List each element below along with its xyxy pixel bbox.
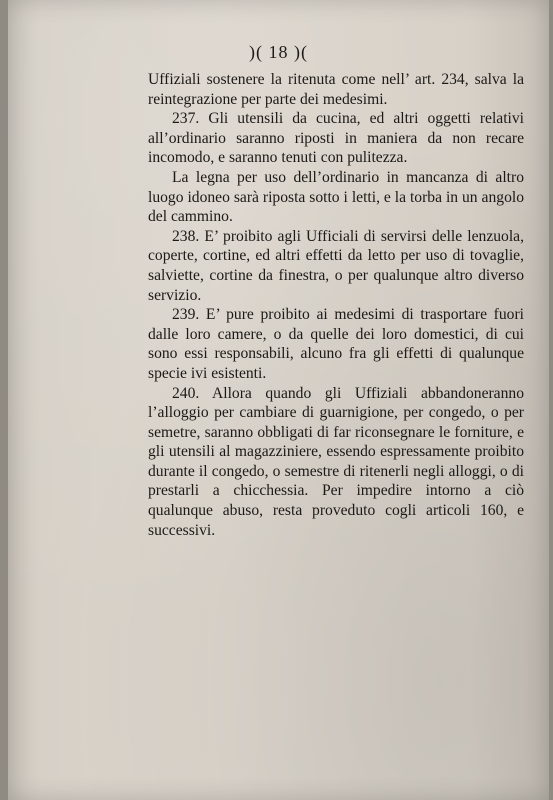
paragraph-art-240: 240. Allora quando gli Uffiziali abbandoneranno l’alloggio per cambiare di guarnigione, per congedo, o per semetre, saranno obbligati di far riconsegnare le forniture, e gli utensili al magazziniere, essendo espressamente proibito durante il congedo, o semestre di ritenerli negli alloggi, o di prestarli a chicchessia. Per impedire intorno a ciò qualunque abuso, resta proveduto cogli articoli 160, e successivi. [148,384,524,539]
book-page [8,0,549,800]
paragraph-art-238: 238. E’ proibito agli Ufficiali di servirsi delle lenzuola, coperte, cortine, ed altri effetti da letto per uso di tovaglie, salviette, cortine da finestra, o per qualunque altro diverso servizio. [148,227,524,304]
paragraph-art-239: 239. E’ pure proibito ai medesimi di trasportare fuori dalle loro camere, o da quelle dei loro domestici, di cui sono essi responsabili, alcuno fra gli effetti di qualunque specie ivi esistenti. [148,306,524,382]
paragraph-legna: La legna per uso dell’ordinario in mancanza di altro luogo idoneo sarà riposta sotto i letti, e la torba in un angolo del cammino. [148,168,524,226]
paragraph-continuation: Uffiziali sostenere la ritenuta come nell’ art. 234, salva la reintegrazione per parte dei medesimi. [148,71,524,108]
body-text [148,70,524,540]
page-number: )( 18 )( [249,42,308,62]
paragraph-art-237: 237. Gli utensili da cucina, ed altri oggetti relativi all’ordinario saranno riposti in maniera da non recare incomodo, e saranno tenuti con pulitezza. [148,110,524,167]
